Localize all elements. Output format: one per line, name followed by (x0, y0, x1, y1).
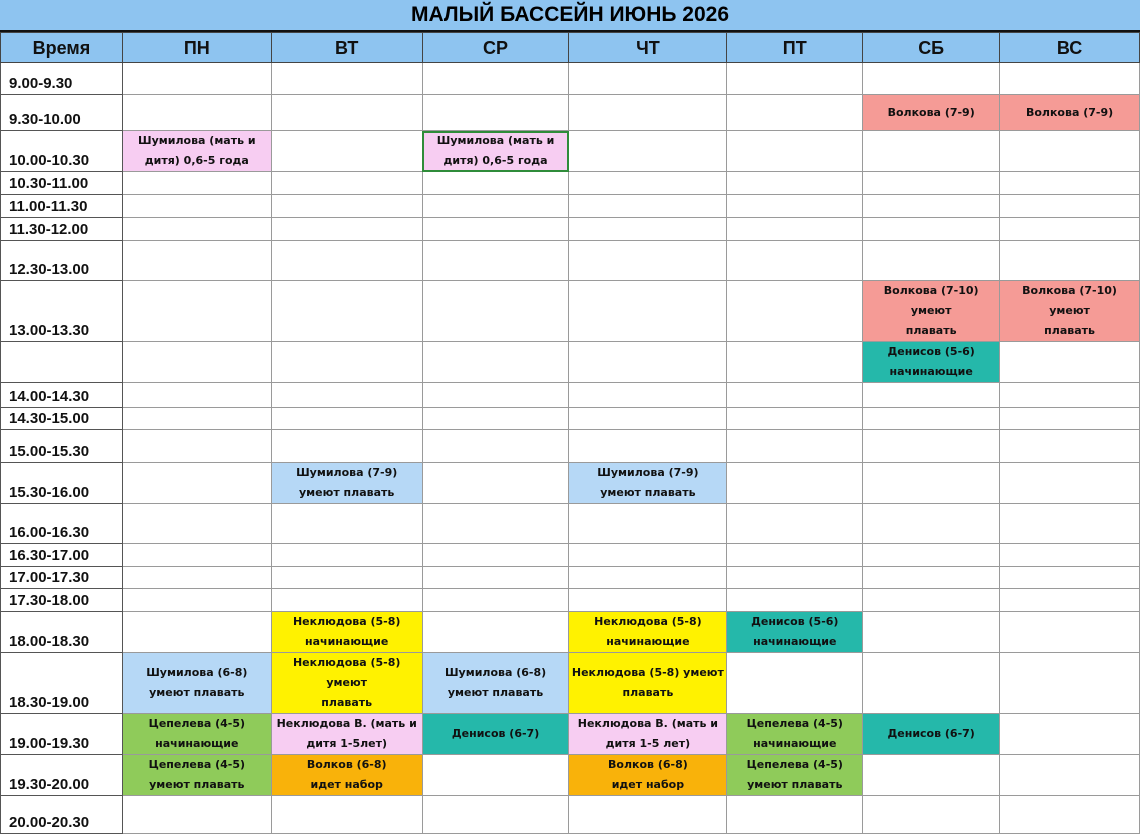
time-column-header: Время (1, 33, 123, 63)
session-line2: идет набор (310, 778, 383, 791)
empty-cell-sat[interactable] (863, 63, 1000, 95)
empty-cell-sun[interactable] (1000, 755, 1140, 796)
empty-cell-tue[interactable] (271, 195, 422, 218)
empty-cell-sat[interactable] (863, 195, 1000, 218)
empty-cell-fri[interactable] (727, 463, 863, 504)
empty-cell-sun[interactable] (1000, 195, 1140, 218)
empty-cell-tue[interactable] (271, 589, 422, 612)
time-slot-label[interactable]: 9.30-10.00 (1, 95, 123, 131)
session-line1: Цепелева (4-5) (746, 758, 843, 771)
empty-cell-thu[interactable] (569, 241, 727, 281)
schedule-row (1, 408, 1140, 430)
empty-cell-fri[interactable] (727, 567, 863, 589)
empty-cell-thu[interactable] (569, 544, 727, 567)
header-row (1, 33, 1140, 63)
session-line1: Волкова (7-9) (887, 105, 975, 119)
empty-cell-sat[interactable] (863, 463, 1000, 504)
empty-cell-mon[interactable] (122, 408, 271, 430)
session-cell-mon[interactable] (122, 131, 271, 172)
session-cell-tue[interactable] (271, 463, 422, 504)
empty-cell-wed[interactable] (422, 796, 569, 834)
empty-cell-mon[interactable] (122, 430, 271, 463)
empty-cell-fri[interactable] (727, 430, 863, 463)
session-line1: Шумилова (6-8) (146, 666, 248, 679)
empty-cell-thu[interactable] (569, 131, 727, 172)
session-line1: Цепелева (4-5) (148, 717, 245, 730)
empty-cell-thu[interactable] (569, 63, 727, 95)
session-line2: начинающие (155, 737, 239, 750)
empty-cell-thu[interactable] (569, 408, 727, 430)
empty-cell-wed[interactable] (422, 504, 569, 544)
session-cell-wed[interactable] (422, 714, 569, 755)
empty-cell-mon[interactable] (122, 504, 271, 544)
empty-cell-fri[interactable] (727, 383, 863, 408)
empty-cell-wed[interactable] (422, 281, 569, 342)
empty-cell-fri[interactable] (727, 589, 863, 612)
session-line1: Шумилова (6-8) (444, 666, 547, 679)
empty-cell-mon[interactable] (122, 95, 271, 131)
empty-cell-mon[interactable] (122, 463, 271, 504)
session-cell-wed[interactable] (422, 131, 569, 172)
empty-cell-tue[interactable] (271, 408, 422, 430)
schedule-row (1, 714, 1140, 755)
time-slot-label[interactable]: 16.00-16.30 (1, 504, 123, 544)
session-line1: Волкова (7-10) умеют (1022, 284, 1117, 317)
empty-cell-thu[interactable] (569, 218, 727, 241)
empty-cell-wed[interactable] (422, 218, 569, 241)
day-header-mon[interactable]: ПН (122, 33, 271, 63)
empty-cell-mon[interactable] (122, 195, 271, 218)
session-cell-sun[interactable] (1000, 95, 1140, 131)
empty-cell-tue[interactable] (271, 342, 422, 383)
day-header-sat[interactable]: СБ (863, 33, 1000, 63)
empty-cell-sat[interactable] (863, 544, 1000, 567)
empty-cell-sat[interactable] (863, 408, 1000, 430)
session-line2: начинающие (753, 635, 837, 648)
session-cell-sat[interactable] (863, 281, 1000, 342)
session-line2: плавать (321, 696, 373, 709)
session-line2: начинающие (889, 365, 973, 378)
session-cell-fri[interactable] (727, 612, 863, 653)
empty-cell-fri[interactable] (727, 172, 863, 195)
empty-cell-wed[interactable] (422, 463, 569, 504)
empty-cell-mon[interactable] (122, 383, 271, 408)
session-line1: Волкова (7-9) (1025, 105, 1114, 119)
session-line2: дитя 1-5лет) (306, 737, 388, 750)
empty-cell-sat[interactable] (863, 218, 1000, 241)
empty-cell-fri[interactable] (727, 408, 863, 430)
schedule-row (1, 95, 1140, 131)
session-line2: начинающие (753, 737, 837, 750)
time-slot-label[interactable]: 11.30-12.00 (1, 218, 123, 241)
session-line2: плавать (905, 324, 957, 337)
empty-cell-tue[interactable] (271, 241, 422, 281)
time-slot-label[interactable]: 9.00-9.30 (1, 63, 123, 95)
empty-cell-mon[interactable] (122, 172, 271, 195)
session-line1: Денисов (5-6) (751, 615, 839, 628)
session-cell-fri[interactable] (727, 755, 863, 796)
empty-cell-tue[interactable] (271, 544, 422, 567)
schedule-row (1, 589, 1140, 612)
empty-cell-sun[interactable] (1000, 430, 1140, 463)
empty-cell-sun[interactable] (1000, 796, 1140, 834)
time-slot-label[interactable]: 10.30-11.00 (1, 172, 123, 195)
schedule-row (1, 131, 1140, 172)
session-line2: дитя 1-5 лет) (605, 737, 691, 750)
session-line2: умеют плавать (747, 778, 843, 791)
schedule-row (1, 342, 1140, 383)
empty-cell-mon[interactable] (122, 241, 271, 281)
session-line1: Шумилова (7-9) (296, 466, 398, 479)
session-cell-sat[interactable] (863, 95, 1000, 131)
empty-cell-fri[interactable] (727, 63, 863, 95)
empty-cell-sat[interactable] (863, 430, 1000, 463)
empty-cell-sun[interactable] (1000, 218, 1140, 241)
empty-cell-sat[interactable] (863, 383, 1000, 408)
empty-cell-tue[interactable] (271, 95, 422, 131)
empty-cell-wed[interactable] (422, 383, 569, 408)
empty-cell-sun[interactable] (1000, 589, 1140, 612)
session-cell-sat[interactable] (863, 714, 1000, 755)
empty-cell-fri[interactable] (727, 131, 863, 172)
empty-cell-sun[interactable] (1000, 383, 1140, 408)
empty-cell-tue[interactable] (271, 796, 422, 834)
session-cell-sun[interactable] (1000, 281, 1140, 342)
empty-cell-thu[interactable] (569, 172, 727, 195)
day-header-wed[interactable]: СР (422, 33, 569, 63)
empty-cell-sun[interactable] (1000, 63, 1140, 95)
session-cell-thu[interactable] (569, 612, 727, 653)
empty-cell-wed[interactable] (422, 408, 569, 430)
empty-cell-tue[interactable] (271, 131, 422, 172)
session-line1: Цепелева (4-5) (746, 717, 843, 730)
schedule-row (1, 463, 1140, 504)
day-header-sun[interactable]: ВС (1000, 33, 1140, 63)
empty-cell-sun[interactable] (1000, 131, 1140, 172)
schedule-row (1, 218, 1140, 241)
empty-cell-fri[interactable] (727, 796, 863, 834)
time-slot-label[interactable] (1, 342, 123, 383)
session-line1: Волкова (7-10) умеют (883, 284, 979, 317)
empty-cell-mon[interactable] (122, 342, 271, 383)
session-line1: Неклюдова В. (мать и (577, 717, 719, 730)
time-slot-label[interactable]: 16.30-17.00 (1, 544, 123, 567)
session-line2: умеют плавать (299, 486, 395, 499)
session-cell-tue[interactable] (271, 653, 422, 714)
empty-cell-thu[interactable] (569, 342, 727, 383)
session-cell-tue[interactable] (271, 612, 422, 653)
empty-cell-thu[interactable] (569, 281, 727, 342)
day-header-fri[interactable]: ПТ (727, 33, 863, 63)
session-cell-thu[interactable] (569, 653, 727, 714)
empty-cell-fri[interactable] (727, 544, 863, 567)
schedule-row (1, 63, 1140, 95)
empty-cell-mon[interactable] (122, 63, 271, 95)
session-line2: дитя) 0,6-5 года (144, 154, 249, 167)
session-cell-thu[interactable] (569, 755, 727, 796)
session-cell-mon[interactable] (122, 714, 271, 755)
empty-cell-sat[interactable] (863, 796, 1000, 834)
session-line2: умеют плавать (149, 778, 245, 791)
empty-cell-sat[interactable] (863, 653, 1000, 714)
schedule-row (1, 755, 1140, 796)
session-line2: начинающие (606, 635, 690, 648)
schedule-row (1, 241, 1140, 281)
empty-cell-mon[interactable] (122, 612, 271, 653)
empty-cell-sun[interactable] (1000, 653, 1140, 714)
empty-cell-sat[interactable] (863, 504, 1000, 544)
session-line1: Неклюдова (5-8) умеют (571, 666, 724, 679)
time-slot-label[interactable]: 14.30-15.00 (1, 408, 123, 430)
empty-cell-mon[interactable] (122, 796, 271, 834)
session-cell-fri[interactable] (727, 714, 863, 755)
time-slot-label[interactable]: 18.00-18.30 (1, 612, 123, 653)
session-line1: Шумилова (7-9) (597, 466, 699, 479)
empty-cell-sat[interactable] (863, 612, 1000, 653)
empty-cell-sun[interactable] (1000, 172, 1140, 195)
session-line1: Неклюдова (5-8) (292, 615, 401, 628)
empty-cell-fri[interactable] (727, 195, 863, 218)
schedule-row (1, 567, 1140, 589)
empty-cell-thu[interactable] (569, 567, 727, 589)
empty-cell-fri[interactable] (727, 653, 863, 714)
session-line2: плавать (622, 686, 674, 699)
empty-cell-sun[interactable] (1000, 241, 1140, 281)
empty-cell-sat[interactable] (863, 567, 1000, 589)
day-header-tue[interactable]: ВТ (271, 33, 422, 63)
empty-cell-sun[interactable] (1000, 504, 1140, 544)
empty-cell-wed[interactable] (422, 544, 569, 567)
empty-cell-wed[interactable] (422, 63, 569, 95)
empty-cell-fri[interactable] (727, 241, 863, 281)
empty-cell-fri[interactable] (727, 281, 863, 342)
empty-cell-sun[interactable] (1000, 612, 1140, 653)
session-line1: Шумилова (мать и (436, 134, 555, 147)
session-line1: Неклюдова (5-8) умеют (292, 656, 401, 689)
empty-cell-sat[interactable] (863, 589, 1000, 612)
session-cell-sat[interactable] (863, 342, 1000, 383)
session-cell-wed[interactable] (422, 653, 569, 714)
schedule-row (1, 430, 1140, 463)
empty-cell-sat[interactable] (863, 172, 1000, 195)
session-line2: плавать (1044, 324, 1095, 337)
empty-cell-sat[interactable] (863, 131, 1000, 172)
empty-cell-fri[interactable] (727, 95, 863, 131)
empty-cell-sun[interactable] (1000, 463, 1140, 504)
day-header-thu[interactable]: ЧТ (569, 33, 727, 63)
session-line2: начинающие (305, 635, 389, 648)
empty-cell-thu[interactable] (569, 589, 727, 612)
session-line1: Цепелева (4-5) (148, 758, 245, 771)
schedule-row (1, 504, 1140, 544)
empty-cell-sun[interactable] (1000, 544, 1140, 567)
session-line2: умеют плавать (600, 486, 696, 499)
session-line2: идет набор (611, 778, 685, 791)
session-line1: Шумилова (мать и (138, 134, 256, 147)
session-line1: Неклюдова В. (мать и (276, 717, 417, 730)
empty-cell-tue[interactable] (271, 218, 422, 241)
empty-cell-sun[interactable] (1000, 408, 1140, 430)
schedule-row (1, 172, 1140, 195)
time-slot-label[interactable]: 12.30-13.00 (1, 241, 123, 281)
empty-cell-fri[interactable] (727, 218, 863, 241)
empty-cell-thu[interactable] (569, 95, 727, 131)
empty-cell-wed[interactable] (422, 755, 569, 796)
session-line2: умеют плавать (447, 686, 544, 699)
schedule-row (1, 281, 1140, 342)
empty-cell-tue[interactable] (271, 430, 422, 463)
schedule-row (1, 383, 1140, 408)
empty-cell-wed[interactable] (422, 430, 569, 463)
empty-cell-thu[interactable] (569, 430, 727, 463)
session-cell-thu[interactable] (569, 463, 727, 504)
session-line1: Денисов (6-7) (451, 727, 540, 740)
session-line1: Волков (6-8) (608, 758, 688, 771)
empty-cell-thu[interactable] (569, 195, 727, 218)
empty-cell-mon[interactable] (122, 218, 271, 241)
session-line2: дитя) 0,6-5 года (443, 154, 548, 167)
empty-cell-fri[interactable] (727, 504, 863, 544)
time-slot-label[interactable]: 17.00-17.30 (1, 567, 123, 589)
empty-cell-wed[interactable] (422, 342, 569, 383)
empty-cell-sat[interactable] (863, 755, 1000, 796)
schedule-row (1, 796, 1140, 834)
time-slot-label[interactable]: 19.30-20.00 (1, 755, 123, 796)
time-slot-label[interactable]: 15.30-16.00 (1, 463, 123, 504)
empty-cell-tue[interactable] (271, 63, 422, 95)
empty-cell-wed[interactable] (422, 612, 569, 653)
empty-cell-mon[interactable] (122, 567, 271, 589)
time-slot-label[interactable]: 13.00-13.30 (1, 281, 123, 342)
time-slot-label[interactable]: 18.30-19.00 (1, 653, 123, 714)
empty-cell-mon[interactable] (122, 589, 271, 612)
empty-cell-tue[interactable] (271, 383, 422, 408)
time-slot-label[interactable]: 20.00-20.30 (1, 796, 123, 834)
session-cell-tue[interactable] (271, 755, 422, 796)
session-line2: умеют плавать (149, 686, 245, 699)
empty-cell-wed[interactable] (422, 95, 569, 131)
schedule-title: МАЛЫЙ БАССЕЙН ИЮНЬ 2026 (0, 0, 1140, 32)
session-line1: Неклюдова (5-8) (594, 615, 702, 628)
empty-cell-tue[interactable] (271, 567, 422, 589)
empty-cell-mon[interactable] (122, 544, 271, 567)
empty-cell-thu[interactable] (569, 383, 727, 408)
empty-cell-wed[interactable] (422, 589, 569, 612)
schedule-row (1, 544, 1140, 567)
empty-cell-fri[interactable] (727, 342, 863, 383)
session-cell-mon[interactable] (122, 653, 271, 714)
empty-cell-mon[interactable] (122, 281, 271, 342)
schedule-row (1, 653, 1140, 714)
time-slot-label[interactable]: 15.00-15.30 (1, 430, 123, 463)
empty-cell-wed[interactable] (422, 241, 569, 281)
empty-cell-thu[interactable] (569, 504, 727, 544)
session-line1: Денисов (6-7) (887, 727, 975, 740)
empty-cell-tue[interactable] (271, 281, 422, 342)
empty-cell-sun[interactable] (1000, 342, 1140, 383)
empty-cell-wed[interactable] (422, 195, 569, 218)
schedule-table (0, 32, 1140, 834)
time-slot-label[interactable]: 11.00-11.30 (1, 195, 123, 218)
empty-cell-tue[interactable] (271, 172, 422, 195)
schedule-row (1, 195, 1140, 218)
session-cell-tue[interactable] (271, 714, 422, 755)
session-cell-mon[interactable] (122, 755, 271, 796)
session-cell-thu[interactable] (569, 714, 727, 755)
empty-cell-sat[interactable] (863, 241, 1000, 281)
time-slot-label[interactable]: 14.00-14.30 (1, 383, 123, 408)
time-slot-label[interactable]: 17.30-18.00 (1, 589, 123, 612)
time-slot-label[interactable]: 10.00-10.30 (1, 131, 123, 172)
session-line1: Денисов (5-6) (887, 345, 975, 358)
empty-cell-thu[interactable] (569, 796, 727, 834)
empty-cell-tue[interactable] (271, 504, 422, 544)
session-line1: Волков (6-8) (306, 758, 387, 771)
time-slot-label[interactable]: 19.00-19.30 (1, 714, 123, 755)
empty-cell-sun[interactable] (1000, 714, 1140, 755)
schedule-row (1, 612, 1140, 653)
empty-cell-wed[interactable] (422, 567, 569, 589)
empty-cell-sun[interactable] (1000, 567, 1140, 589)
empty-cell-wed[interactable] (422, 172, 569, 195)
